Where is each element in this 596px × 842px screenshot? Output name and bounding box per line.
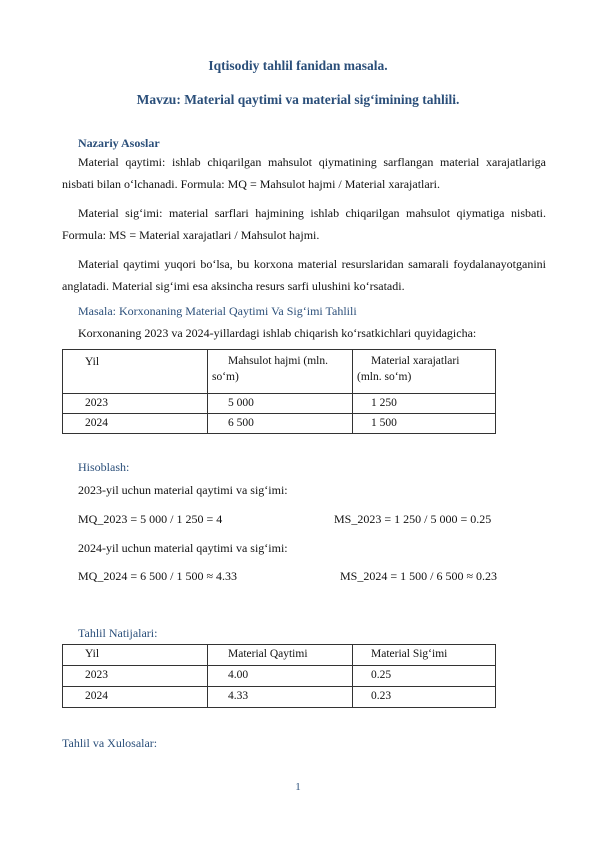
input-data-table [62, 349, 496, 434]
header-material-line1: Material xarajatlari [371, 355, 460, 367]
table-cell: 2024 [63, 687, 208, 708]
page-number: 1 [295, 781, 301, 793]
formula-mq-2024: MQ_2024 = 6 500 / 1 500 ≈ 4.33 [78, 569, 238, 583]
results-table [62, 644, 496, 708]
theory-paragraph-3: Material qaytimi yuqori bo‘lsa, bu korxona material resurslaridan samarali foydalanayotganini anglatadi. Material sig‘imi esa aksincha resurs sarfi ulushini ko‘rsatadi. [62, 257, 546, 293]
table-header-cell [353, 350, 496, 394]
conclusion-heading: Tahlil va Xulosalar: [62, 736, 158, 750]
table-cell: 4.33 [208, 687, 353, 708]
calculation-heading: Hisoblash: [78, 460, 130, 474]
table-header-cell [63, 350, 208, 394]
theory-paragraph-2: Material sig‘imi: material sarflari hajmining ishlab chiqarilgan mahsulot qiymatiga nisbati. Formula: MS = Material xarajatlari / Mahsulot hajmi. [62, 206, 546, 242]
table-cell: 2024 [63, 414, 208, 434]
table-header-row [63, 645, 496, 666]
problem-heading: Masala: Korxonaning Material Qaytimi Va Sig‘imi Tahlili [78, 304, 357, 318]
table-cell: 2023 [63, 666, 208, 687]
table-cell: 4.00 [208, 666, 353, 687]
formula-mq-2023: MQ_2023 = 5 000 / 1 250 = 4 [78, 512, 223, 526]
calculation-2024-label: 2024-yil uchun material qaytimi va sig‘imi: [78, 541, 288, 555]
header-output-line2: so‘m) [212, 371, 239, 383]
problem-intro: Korxonaning 2023 va 2024-yillardagi ishlab chiqarish ko‘rsatkichlari quyidagicha: [78, 326, 477, 340]
theory-paragraph-1: Material qaytimi: ishlab chiqarilgan mahsulot qiymatining sarflangan material xarajatlariga nisbati bilan o‘lchanadi. Formula: MQ = Mahsulot hajmi / Material xarajatlari. [62, 155, 546, 191]
header-output-line1: Mahsulot hajmi (mln. [228, 355, 328, 367]
table-cell: 1 250 [353, 394, 496, 414]
results-heading: Tahlil Natijalari: [78, 626, 158, 640]
header-material-line2: (mln. so‘m) [357, 371, 412, 383]
calculation-2023-label: 2023-yil uchun material qaytimi va sig‘imi: [78, 483, 288, 497]
formula-ms-2024: MS_2024 = 1 500 / 6 500 ≈ 0.23 [340, 569, 498, 583]
table-header-cell: Yil [63, 645, 208, 666]
table-row [63, 414, 496, 434]
table-cell: 5 000 [208, 394, 353, 414]
table-header-cell: Material Sig‘imi [353, 645, 496, 666]
document-title: Iqtisodiy tahlil fanidan masala. [208, 58, 388, 73]
table-header-cell: Material Qaytimi [208, 645, 353, 666]
table-cell: 0.25 [353, 666, 496, 687]
theory-heading: Nazariy Asoslar [78, 136, 160, 150]
topic-title: Mavzu: Material qaytimi va material sig‘imining tahlili. [136, 92, 460, 107]
table-cell: 1 500 [353, 414, 496, 434]
table-cell: 6 500 [208, 414, 353, 434]
header-year: Yil [85, 356, 100, 368]
table-header-cell [208, 350, 353, 394]
table-row [63, 666, 496, 687]
table-row [63, 687, 496, 708]
table-row [63, 394, 496, 414]
table-cell: 2023 [63, 394, 208, 414]
table-cell: 0.23 [353, 687, 496, 708]
table-header-row [63, 350, 496, 394]
formula-ms-2023: MS_2023 = 1 250 / 5 000 = 0.25 [334, 512, 492, 526]
